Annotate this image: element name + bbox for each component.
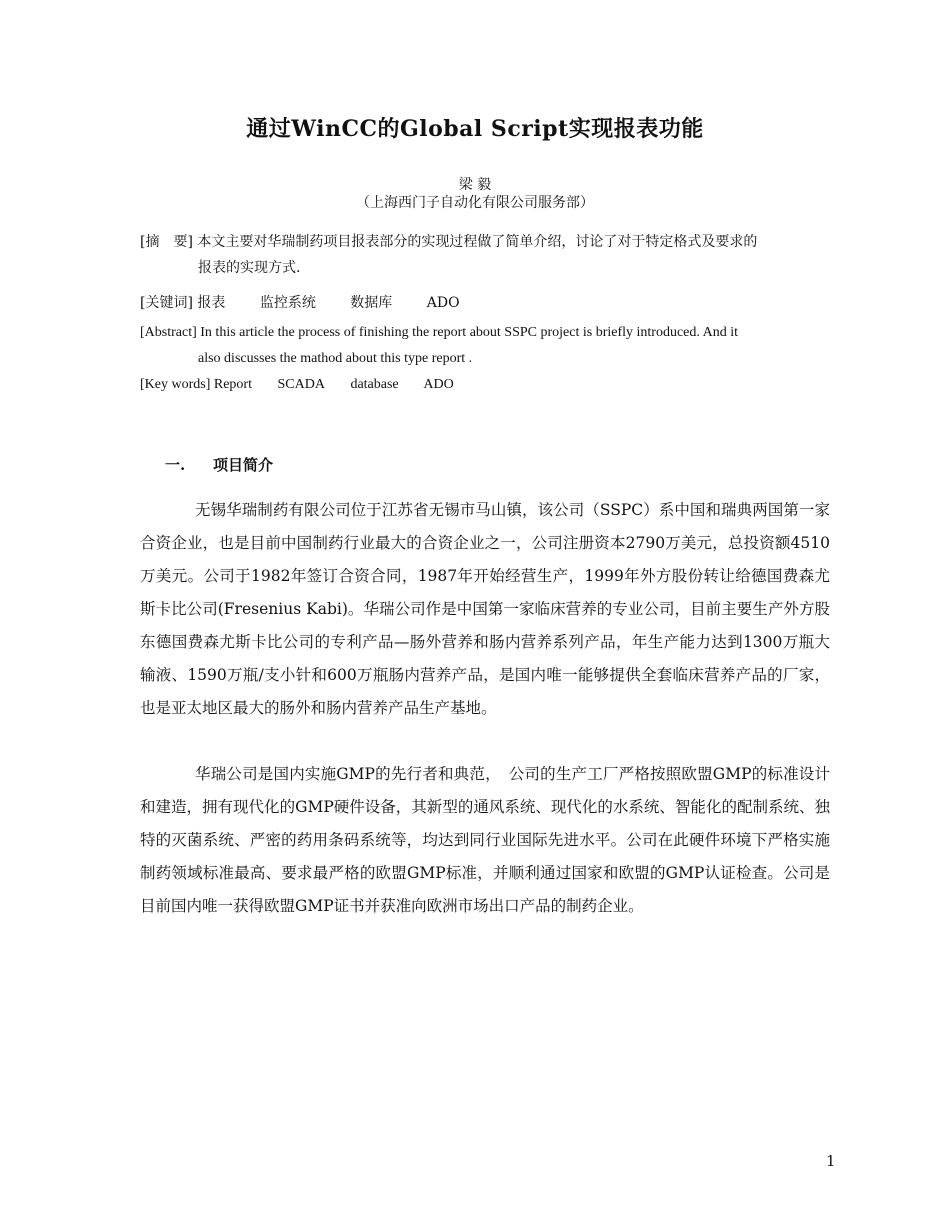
keyword-cn: 报表	[197, 295, 226, 311]
keyword-en: ADO	[423, 377, 454, 392]
keywords-cn-label: [关键词]	[140, 295, 193, 311]
abstract-cn-label: [摘 要]	[140, 234, 193, 250]
author-affiliation: （上海西门子自动化有限公司服务部）	[356, 195, 594, 211]
section-heading	[165, 454, 273, 475]
keyword-en: Report	[213, 377, 252, 392]
section-number: 一.	[165, 456, 186, 474]
keyword-cn: ADO	[426, 295, 460, 311]
paragraph-text: 无锡华瑞制药有限公司位于江苏省无锡市马山镇，该公司（SSPC）系中国和瑞典两国第一家合资企业，也是目前中国制药行业最大的合资企业之一，公司注册资本2790万美元，总投资额4510万美元。公司于1982年签订合资合同，1987年开始经营生产，1999年外方股份转让给德国费森尤斯卡比公司(Fresenius Kabi)。华瑞公司作是中国第一家临床营养的专业公司，目前主要生产外方股东德国费森尤斯卡比公司的专利产品—肠外营养和肠内营养系列产品，年生产能力达到1300万瓶大输液、1590万瓶/支小针和600万瓶肠内营养产品，是国内唯一能够提供全套临床营养产品的厂家，也是亚太地区最大的肠外和肠内营养产品生产基地。	[140, 501, 830, 717]
keyword-en: SCADA	[277, 377, 325, 392]
abstract-en-text-cont: also discusses the mathod about this type report .	[198, 351, 473, 366]
paper-title: 通过WinCC的Global Script实现报表功能	[246, 116, 704, 142]
keywords-en-label: [Key words]	[140, 377, 211, 392]
abstract-en	[140, 320, 840, 372]
keywords-cn	[140, 290, 840, 316]
keyword-cn: 数据库	[350, 295, 393, 311]
abstract-en-label: [Abstract]	[140, 325, 197, 340]
paragraph-text: 华瑞公司是国内实施GMP的先行者和典范， 公司的生产工厂严格按照欧盟GMP的标准设计和建造，拥有现代化的GMP硬件设备，其新型的通风系统、现代化的水系统、智能化的配制系统、独特的灭菌系统、严密的药用条码系统等，均达到同行业国际先进水平。公司在此硬件环境下严格实施制药领域标准最高、要求最严格的欧盟GMP标准，并顺利通过国家和欧盟的GMP认证检查。公司是目前国内唯一获得欧盟GMP证书并获准向欧洲市场出口产品的制药企业。	[140, 765, 830, 915]
abstract-cn-text-cont: 报表的实现方式.	[198, 260, 301, 276]
author-name: 梁 毅	[458, 177, 492, 193]
keyword-cn: 监控系统	[259, 295, 316, 311]
body-paragraph-1	[140, 494, 830, 725]
page-number: 1	[826, 1152, 836, 1170]
abstract-cn-text: 本文主要对华瑞制药项目报表部分的实现过程做了简单介绍，讨论了对于特定格式及要求的	[197, 234, 758, 250]
section-title: 项目简介	[213, 456, 274, 474]
body-paragraph-2	[140, 758, 830, 923]
keyword-en: database	[350, 377, 399, 392]
abstract-en-text: In this article the process of finishing the report about SSPC project is briefly introduced. And it	[200, 325, 739, 340]
abstract-cn	[140, 229, 840, 281]
keywords-en	[140, 372, 840, 398]
